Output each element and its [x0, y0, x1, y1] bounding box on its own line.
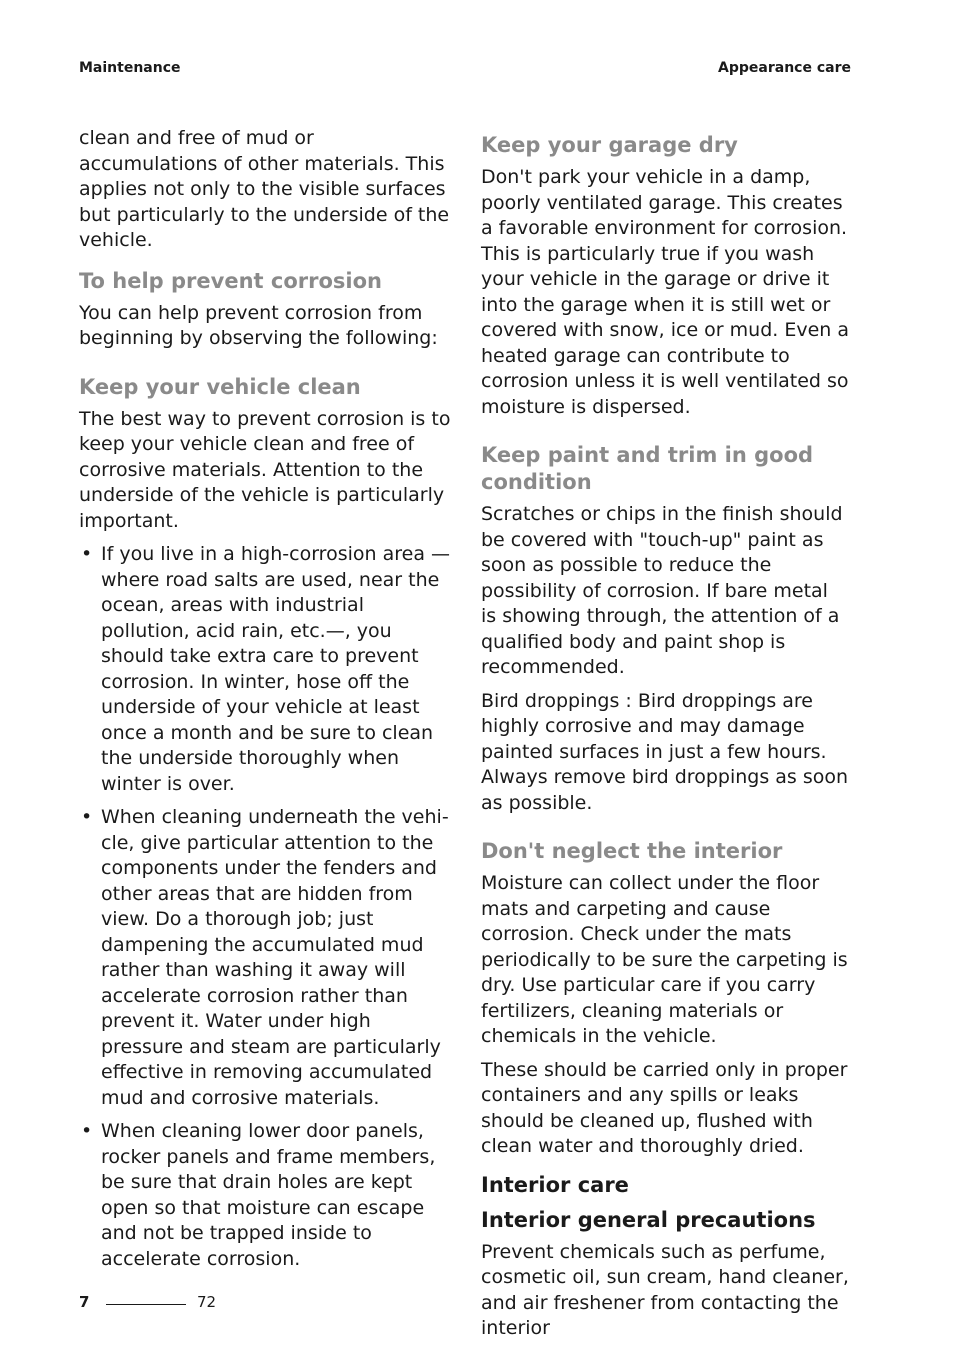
heading-interior-precautions: Interior general precautions [481, 1207, 816, 1232]
footer-rule [106, 1304, 186, 1305]
running-header-section: Maintenance [79, 60, 181, 76]
heading-prevent-corrosion: To help prevent corrosion [79, 268, 382, 293]
garage-paragraph: Don't park your vehicle in a damp, poorly ventilated garage. This creates a favorable environment for corrosion. This is particularly true if you wash your vehicle in the garage or drive it into the garage when it is still wet or covered with snow, ice or mud. Even a heated garage can contribute to corrosion unless it is well ventilated so moisture is dispersed. [481, 166, 850, 418]
heading-keep-clean: Keep your vehicle clean [79, 374, 361, 399]
list-item [79, 542, 451, 797]
bullet-glyph: • [81, 806, 93, 828]
heading-paint-trim: Keep paint and trim in good condition [481, 443, 814, 494]
page-number: 72 [197, 1293, 217, 1311]
heading-interior: Don't neglect the interior [481, 839, 783, 863]
keep-clean-paragraph: The best way to prevent corrosion is to keep your vehicle clean and free of corrosive materials. Attention to the underside of the vehicle is particularly important. [79, 407, 451, 532]
bullet-list [79, 542, 451, 1272]
chapter-number: 7 [79, 1293, 90, 1311]
paint-paragraph: Scratches or chips in the finish should be covered with "touch-up" paint as soon as possible to reduce the possibility of corrosion. If bare metal is showing through, the attention of a qualified body and paint shop is recommended. [481, 503, 843, 678]
interior-paragraph: Moisture can collect under the floor mats and carpeting and cause corrosion. Check under the mats periodically to be sure the carpeting is dry. Use particular care if you carry fertilizers, cleaning materials or chemicals in the vehicle. [481, 872, 848, 1047]
running-header-topic: Appearance care [718, 60, 851, 76]
heading-garage-dry: Keep your garage dry [481, 133, 738, 157]
bird-droppings-paragraph: Bird droppings : Bird droppings are highly corrosive and may damage painted surfaces in just a few hours. Always remove bird droppings as soon as possible. [481, 689, 849, 814]
right-column [481, 126, 849, 1350]
prevent-paragraph: You can help prevent corrosion from beginning by observing the following: [79, 301, 438, 349]
heading-interior-care: Interior care [481, 1172, 629, 1197]
precautions-paragraph: Prevent chemicals such as perfume, cosmetic oil, sun cream, hand cleaner, and air freshener from contacting the interior [481, 1240, 849, 1339]
bullet-glyph: • [81, 543, 93, 565]
list-item-text: When cleaning lower door panels, rocker panels and frame members, be sure that drain holes are kept open so that moisture can escape and not be trapped inside to accelerate corrosion. [101, 1120, 436, 1270]
bullet-glyph: • [81, 1120, 93, 1142]
intro-paragraph: clean and free of mud or accumulations of other materials. This applies not only to the visible surfaces but particularly to the underside of the vehicle. [79, 127, 450, 251]
list-item [79, 1119, 451, 1272]
list-item-text: When cleaning underneath the vehicle, give particular attention to the components under the fenders and other areas that are hidden from view. Do a thorough job; just dampening the accumulated mud rather than washing it away will accelerate corrosion rather than prevent it. Water under high pressure and steam are particularly effective in removing accumulated mud and corrosive materials. [101, 806, 449, 1109]
list-item-text: If you live in a high-corrosion area — where road salts are used, near the ocean, areas with industrial pollution, acid rain, etc.—, you should take extra care to prevent corrosion. In winter, hose off the underside of your vehicle at least once a month and be sure to clean the underside thoroughly when winter is over. [101, 543, 450, 795]
list-item [79, 805, 451, 1111]
left-column [79, 126, 451, 1280]
interior-containers-paragraph: These should be carried only in proper containers and any spills or leaks should be cleaned up, flushed with clean water and thoroughly dried. [481, 1058, 848, 1157]
